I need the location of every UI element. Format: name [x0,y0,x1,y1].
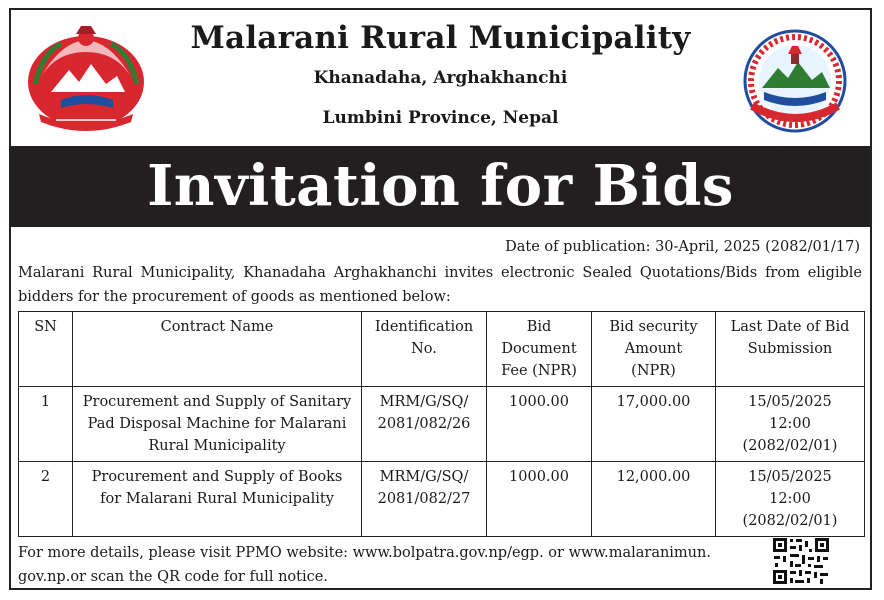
header-bid-fee: Bid Document Fee (NPR) [487,312,592,387]
header-last-date: Last Date of Bid Submission [716,312,865,387]
table-row [19,387,865,462]
notice-header [11,10,870,146]
row-sn: 1 [19,387,73,462]
municipality-seal-icon [740,26,850,136]
invitation-banner: Invitation for Bids [11,146,870,227]
row-last-date: 15/05/2025 12:00 (2082/02/01) [716,387,865,462]
row-bid-security: 17,000.00 [592,387,716,462]
publication-date: Date of publication: 30-April, 2025 (2082/01/17) [505,239,860,255]
row-bid-fee: 1000.00 [487,387,592,462]
header-sn: SN [19,312,73,387]
row-bid-fee: 1000.00 [487,462,592,537]
row-contract-name: Procurement and Supply of Sanitary Pad Disposal Machine for Malarani Rural Municipality [73,387,362,462]
table-header-row [19,312,865,387]
header-identification: Identification No. [362,312,487,387]
row-last-date: 15/05/2025 12:00 (2082/02/01) [716,462,865,537]
header-contract-name: Contract Name [73,312,362,387]
table-row [19,462,865,537]
row-identification: MRM/G/SQ/ 2081/082/26 [362,387,487,462]
row-bid-security: 12,000.00 [592,462,716,537]
footer-note [18,541,758,589]
header-bid-security: Bid security Amount (NPR) [592,312,716,387]
notice-frame [9,8,872,590]
municipality-title: Malarani Rural Municipality [190,20,691,56]
row-contract-name: Procurement and Supply of Books for Malarani Rural Municipality [73,462,362,537]
municipality-province: Lumbini Province, Nepal [322,108,559,128]
municipality-address: Khanadaha, Arghakhanchi [313,68,568,88]
bids-table [18,311,865,537]
footer-line-1: For more details, please visit PPMO website: www.bolpatra.gov.np/egp. or www.malaranimun. [18,545,711,561]
qr-code-icon[interactable] [772,537,830,585]
row-identification: MRM/G/SQ/ 2081/082/27 [362,462,487,537]
row-sn: 2 [19,462,73,537]
footer-line-2: gov.np.or scan the QR code for full notice. [18,569,328,585]
notice-intro: Malarani Rural Municipality, Khanadaha Arghakhanchi invites electronic Sealed Quotations/Bids from eligible bidders for the procurement of goods as mentioned below: [18,265,862,305]
